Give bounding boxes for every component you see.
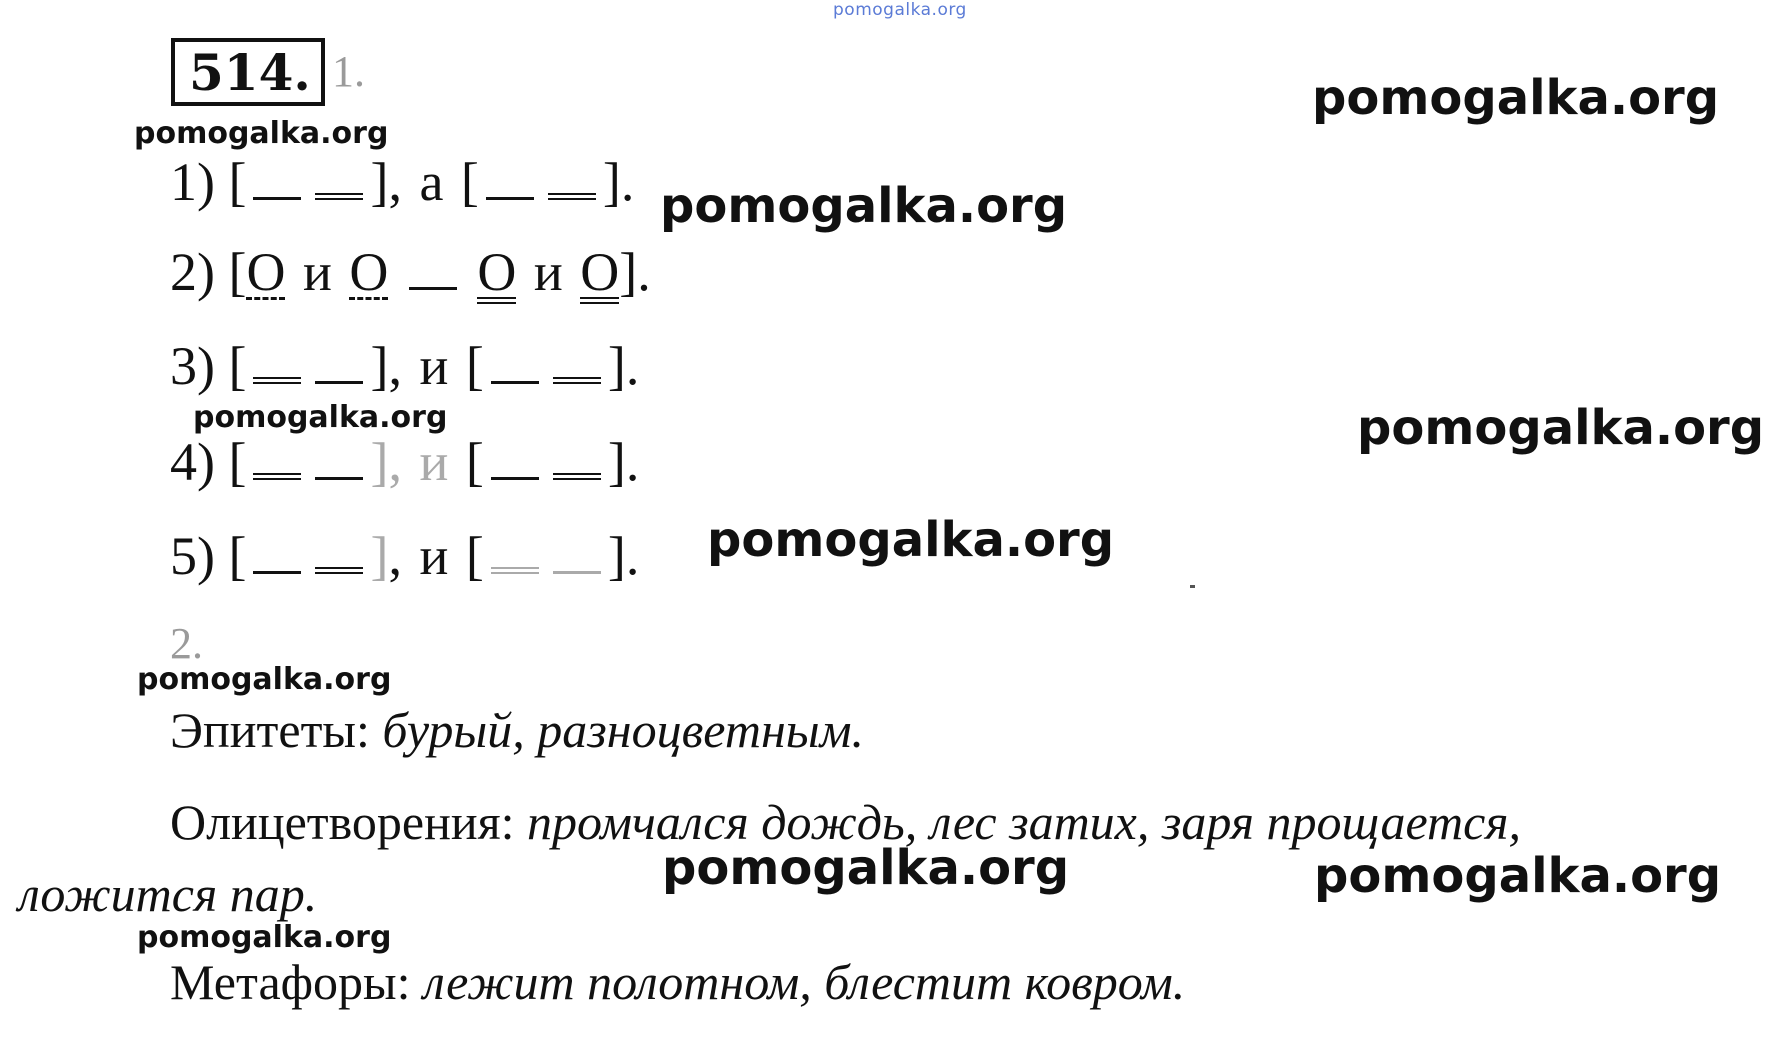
predicate-line [553, 443, 601, 480]
personification-line [170, 792, 1521, 852]
personification-value: промчался дождь, лес затих, заря прощается, [526, 794, 1522, 850]
scheme-number: 1) [170, 152, 215, 212]
exercise-number-dot: . [293, 43, 311, 102]
subject-line [553, 541, 601, 574]
watermark: pomogalka.org [137, 662, 392, 697]
subject-line [491, 351, 539, 384]
conjunction: и [533, 242, 563, 302]
predicate-line [315, 537, 363, 574]
bracket-close: ] [602, 152, 621, 212]
subject-line [409, 257, 457, 290]
part-2-label: 2. [170, 619, 203, 668]
bracket-open: [ [460, 152, 479, 212]
scheme-number: 2) [170, 242, 215, 302]
scheme-1 [170, 152, 634, 212]
homogeneous-predicate-circle: O [580, 242, 620, 302]
predicate-line [253, 443, 301, 480]
period: . [637, 242, 651, 302]
bracket-close: ] [607, 432, 626, 492]
predicate-line [491, 537, 539, 574]
bracket-open: [ [228, 432, 247, 492]
subject-line [315, 447, 363, 480]
bracket-close: ] [370, 432, 389, 492]
subject-line [315, 351, 363, 384]
comma: , [388, 336, 402, 396]
subject-line [253, 541, 301, 574]
predicate-line [553, 347, 601, 384]
watermark: pomogalka.org [660, 178, 1068, 234]
period: . [620, 152, 635, 212]
epithets-line [170, 700, 864, 760]
subject-line [491, 447, 539, 480]
bracket-close: ] [370, 526, 389, 586]
scheme-number: 4) [170, 432, 215, 492]
scheme-5 [170, 526, 639, 586]
homogeneous-member-circle: O [246, 242, 286, 302]
conjunction: а [419, 152, 444, 212]
bracket-open: [ [228, 242, 247, 302]
scheme-number: 3) [170, 336, 215, 396]
personification-value-cont: ложится пар. [18, 866, 318, 922]
bracket-close: ] [619, 242, 638, 302]
scheme-2 [170, 242, 651, 304]
bracket-open: [ [228, 152, 247, 212]
scheme-number: 5) [170, 526, 215, 586]
scheme-4 [170, 432, 639, 492]
period: . [625, 336, 640, 396]
subject-line [486, 167, 534, 200]
predicate-line [548, 163, 596, 200]
watermark: pomogalka.org [193, 400, 448, 435]
bracket-open: [ [228, 336, 247, 396]
conjunction: и [302, 242, 332, 302]
bracket-close: ] [607, 336, 626, 396]
bracket-open: [ [465, 432, 484, 492]
bracket-open: [ [465, 526, 484, 586]
bracket-close: ] [607, 526, 626, 586]
epithets-label: Эпитеты: [170, 702, 370, 758]
source-mark: pomogalka.org [833, 0, 967, 20]
homogeneous-member-circle: O [349, 242, 389, 302]
comma: , [388, 432, 402, 492]
scheme-3 [170, 336, 639, 396]
scan-speck [1190, 585, 1195, 588]
bracket-close: ] [370, 336, 389, 396]
watermark: pomogalka.org [662, 840, 1070, 896]
personification-label: Олицетворения: [170, 794, 515, 850]
watermark: pomogalka.org [1312, 70, 1720, 126]
conjunction: и [419, 526, 449, 586]
bracket-close: ] [370, 152, 389, 212]
watermark: pomogalka.org [1357, 400, 1765, 456]
period: . [625, 526, 640, 586]
exercise-number [171, 38, 325, 106]
watermark: pomogalka.org [134, 116, 389, 151]
conjunction: и [419, 336, 449, 396]
homogeneous-predicate-circle: O [477, 242, 517, 302]
watermark: pomogalka.org [1314, 848, 1722, 904]
watermark: pomogalka.org [707, 512, 1115, 568]
part-1-label: 1. [332, 47, 365, 96]
metaphors-label: Метафоры: [170, 954, 411, 1010]
subject-line [253, 167, 301, 200]
comma: , [388, 152, 402, 212]
bracket-open: [ [465, 336, 484, 396]
period: . [625, 432, 640, 492]
exercise-number-value: 514 [189, 43, 294, 102]
bracket-open: [ [228, 526, 247, 586]
metaphors-value: лежит полотном, блестит ковром. [423, 954, 1186, 1010]
comma: , [388, 526, 402, 586]
conjunction: и [419, 432, 449, 492]
watermark: pomogalka.org [137, 920, 392, 955]
epithets-value: бурый, разноцветным. [382, 702, 865, 758]
metaphors-line [170, 952, 1185, 1012]
predicate-line [315, 163, 363, 200]
predicate-line [253, 347, 301, 384]
